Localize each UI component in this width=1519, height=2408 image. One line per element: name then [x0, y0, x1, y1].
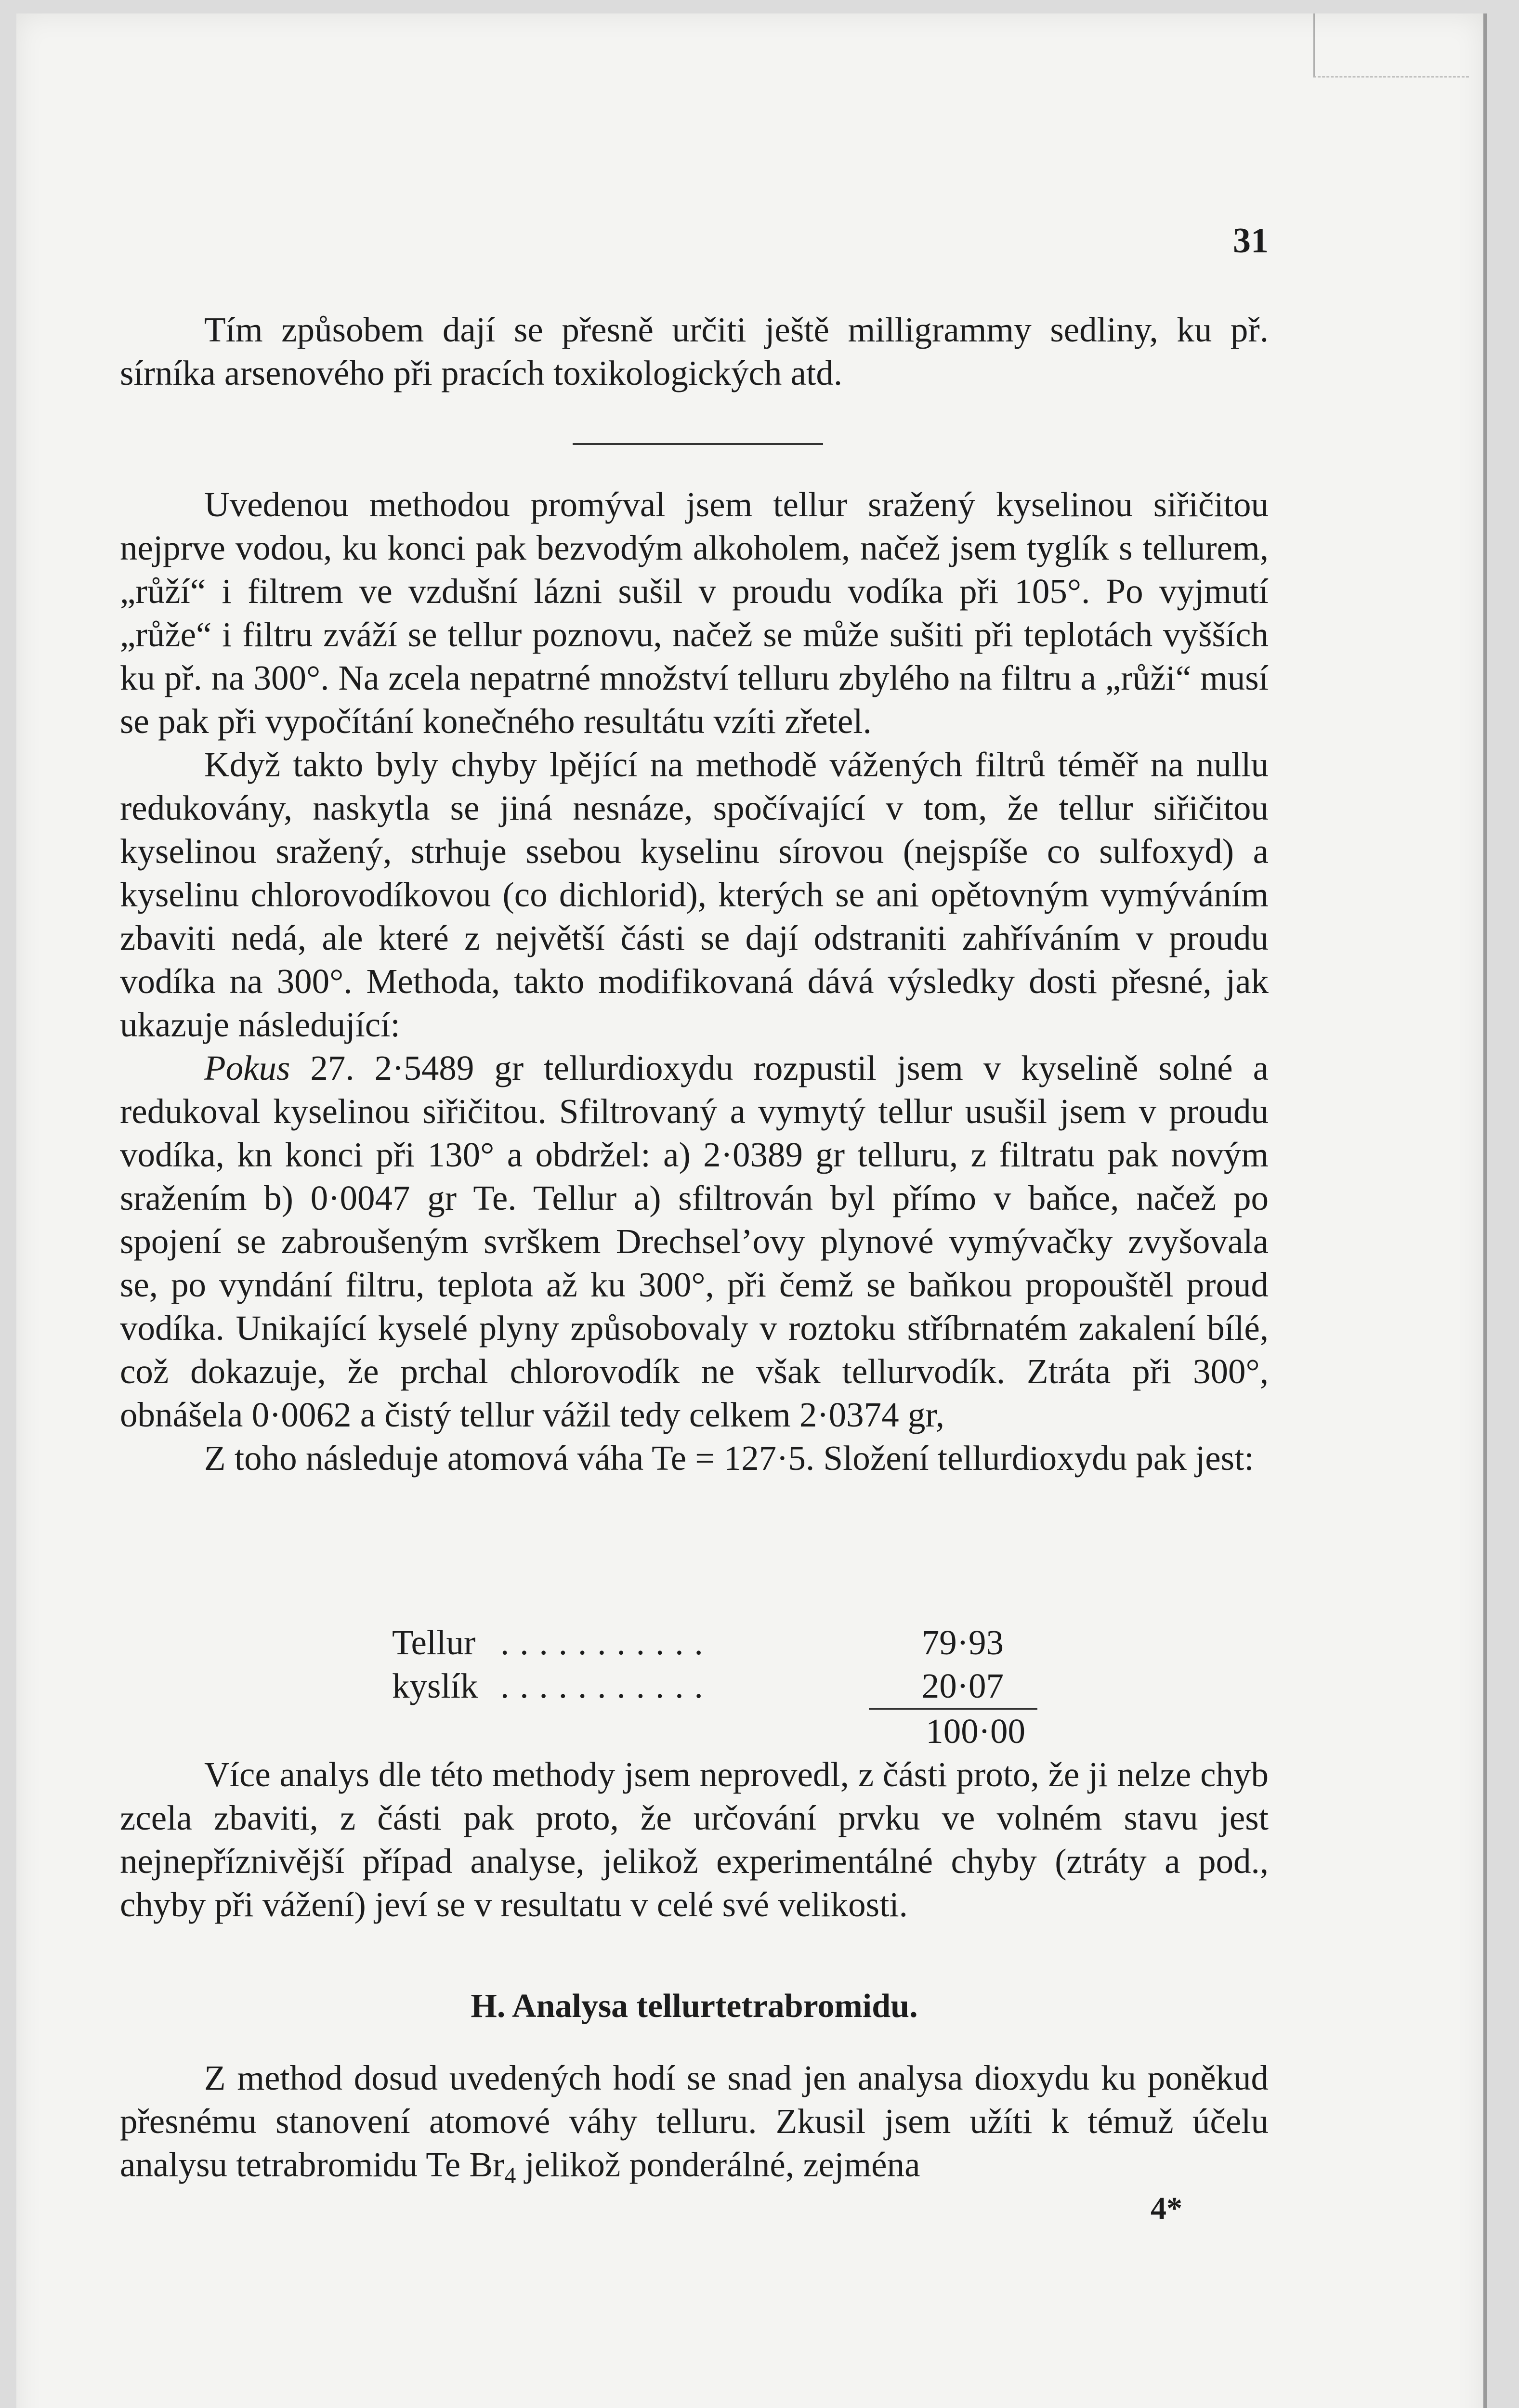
- paragraph-6-end: jelikož ponderálné, zejména: [516, 2145, 920, 2184]
- paragraph-conclusion: [120, 1753, 1269, 1926]
- paragraph-6-start: Z method dosud uvedených hodí se snad jen analysa dioxydu ku poněkud přesnému stanovení atomové váhy telluru. Zkusil jsem užíti k témuž účelu analysu tetrabromidu Te Br: [120, 2058, 1269, 2184]
- page-number: 31: [1233, 221, 1269, 261]
- paragraph-6: [120, 2056, 1269, 2186]
- paragraph-4: Z toho následuje atomová váha Te = 127·5. Složení tellurdioxydu pak jest:: [204, 1439, 1254, 1478]
- composition-leader: ...........: [500, 1623, 714, 1662]
- scan-corner-mark: [1313, 13, 1469, 78]
- book-page: [16, 13, 1487, 2408]
- composition-label: Tellur: [392, 1623, 476, 1662]
- experiment-text: 27. 2·5489 gr tellurdioxydu rozpustil jsem v kyselině solné a redukoval kyselinou siřičitou. Sfiltrovaný a vymytý tellur usušil jsem v proudu vodíka, kn konci při 130° a obdržel: a) 2·0389 gr telluru, z filtratu pak novým sražením b) 0·0047 gr Te. Tellur a) sfiltrován byl přímo v baňce, načež po spojení se zabroušeným svrškem Drechsel’ovy plynové vymývačky zvyšovala se, po vyndání filtru, teplota až ku 300°, při čemž se baňkou propouštěl proud vodíka. Unikající kyselé plyny způsobovaly v roztoku stříbrnatém zakalení bílé, což dokazuje, že prchal chlorovodík ne však tellurvodík. Ztráta při 300°, obnášela 0·0062 a čistý tellur vážil tedy celkem 2·0374 gr,: [120, 1048, 1269, 1434]
- formula-subscript: 4: [504, 2163, 516, 2188]
- experiment-label: Pokus: [204, 1048, 290, 1087]
- signature-mark: 4*: [1151, 2191, 1182, 2226]
- intro-paragraph: [120, 308, 1269, 395]
- intro-text: Tím způsobem dají se přesně určiti ještě milligrammy sedliny, ku př. sírníka arsenového při pracích toxikologických atd.: [120, 310, 1269, 393]
- composition-value: 20·07: [921, 1666, 1004, 1705]
- section-heading: H. Analysa tellurtetrabromidu.: [471, 1988, 918, 2025]
- paragraph-tetrabromide: [120, 2056, 1269, 2186]
- paragraph-1: Uvedenou methodou promýval jsem tellur sražený kyselinou siřičitou nejprve vodou, ku konci pak bezvodým alkoholem, načež jsem tyglík s tellurem, „růží“ i filtrem ve vzdušní lázni sušil v proudu vodíka při 105°. Po vyjmutí „růže“ i filtru zváží se tellur poznovu, načež se může sušiti při teplotách vyšších ku př. na 300°. Na zcela nepatrné množství telluru zbylého na filtru a „růži“ musí se pak při vypočítání konečného resultátu vzíti zřetel.: [120, 485, 1269, 741]
- paragraph-2: Když takto byly chyby lpějící na methodě vážených filtrů téměř na nullu redukovány, naskytla se jiná nesnáze, spočívající v tom, že tellur siřičitou kyselinou sražený, strhuje ssebou kyselinu sírovou (nejspíše co sulfoxyd) a kyselinu chlorovodíkovou (co dichlorid), kterých se ani opětovným vymýváním zbaviti nedá, ale které z největší části se dají odstraniti zahříváním v proudu vodíka na 300°. Methoda, takto modifikovaná dává výsledky dosti přesné, jak ukazuje následující:: [120, 745, 1269, 1044]
- section-divider: [573, 443, 823, 445]
- composition-leader: ...........: [500, 1666, 714, 1705]
- paragraph-3: [120, 1047, 1269, 1437]
- paragraph-methodology: [120, 483, 1269, 1480]
- composition-label: kyslík: [392, 1666, 478, 1705]
- composition-total: 100·00: [926, 1712, 1025, 1751]
- paragraph-5: Více analys dle této methody jsem neprovedl, z části proto, že ji nelze chyb zcela zbaviti, z části pak proto, že určování prvku ve volném stavu jest nejnepříznivější případ analyse, jelikož experimentálné chyby (ztráty a pod., chyby při vážení) jeví se v resultatu v celé své velikosti.: [120, 1755, 1269, 1924]
- composition-value: 79·93: [921, 1623, 1004, 1662]
